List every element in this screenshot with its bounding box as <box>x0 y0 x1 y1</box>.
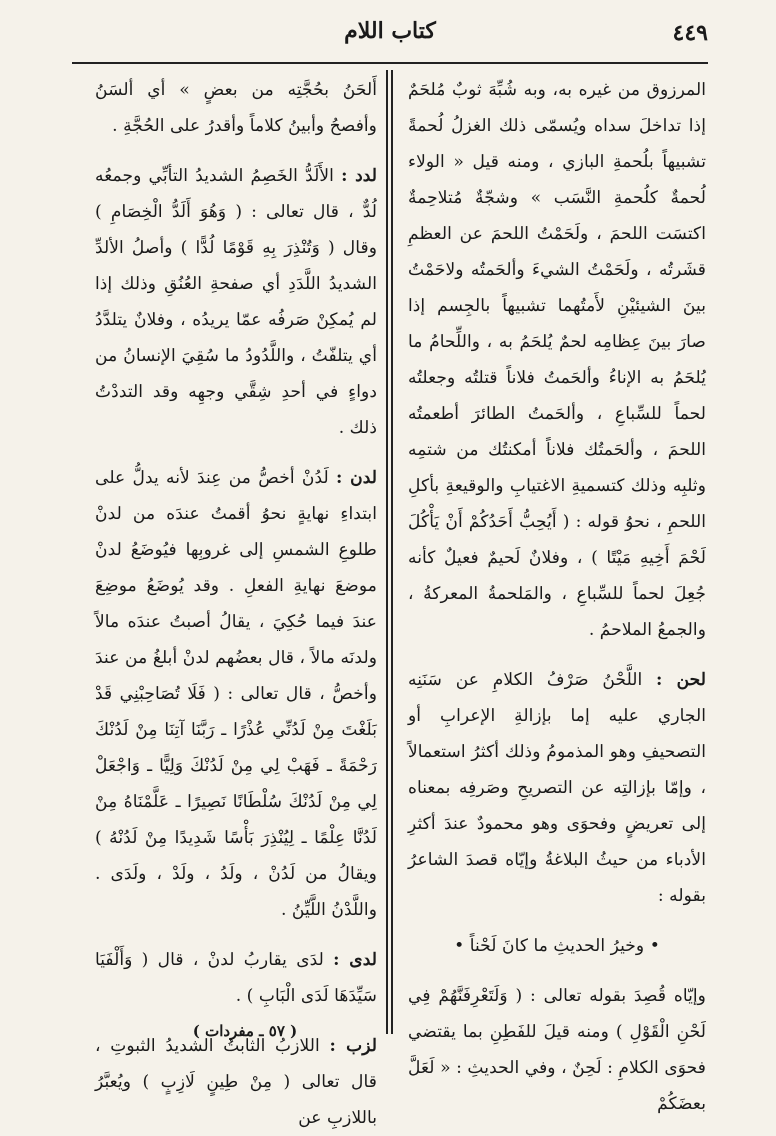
entry-ldn: لدن : لَدُنْ أخصُّ من عِندَ لأنه يدلُّ على ابتداءِ نهايةٍ نحوُ أقمتُ عندَه من لدنْ طلوعِ الشمسِ إلى غروبِها فيُوضَعُ لدنْ موضعَ نهايةِ الفعلِ . وقد يُوضَعُ موضِعَ عندَ فيما حُكِيَ ، يقالُ أصبتُ عندَه مالاً ولدنَه مالاً ، قال بعضُهم لدنْ أبلغُ من عندَ وأخصُّ ، قال تعالى : ( فَلَا تُصَاحِبْنِي قَدْ بَلَغْتَ مِنْ لَدُنِّي عُذْرًا ـ رَبَّنَا آتِنَا مِنْ لَدُنْكَ رَحْمَةً ـ فَهَبْ لِي مِنْ لَدُنْكَ وَلِيًّا ـ وَاجْعَلْ لِي مِنْ لَدُنْكَ سُلْطَانًا نَصِيرًا ـ عَلَّمْنَاهُ مِنْ لَدُنَّا عِلْمًا ـ لِيُنْذِرَ بَأْسًا شَدِيدًا مِنْ لَدُنْهُ ) ويقالُ من لَدُنْ ، ولَدُ ، ولَدْ ، ولَدَى . واللَّدْنُ اللَّيِّنُ . <box>95 468 377 920</box>
entry-lda: لدى : لدَى يقاربُ لدنْ ، قال ( وَأَلْفَيَا سَيِّدَهَا لَدَى الْبَابِ ) . <box>95 950 377 1006</box>
column-divider <box>391 70 393 1034</box>
entry-lhn-continued: وإيّاه قُصِدَ بقوله تعالى : ( وَلَتَعْرِفَنَّهُمْ فِي لَحْنِ الْقَوْلِ ) ومنه قيلَ للفَطِنِ بما يقتضي فحوَى الكلامِ : لَحِنٌ ، وفي الحديثِ : « لَعَلَّ بعضَكُمْ <box>408 986 706 1114</box>
right-column <box>408 72 706 1114</box>
section-title: كتاب اللام <box>344 18 436 44</box>
headword: لحن : <box>656 670 706 690</box>
headword: لدن : <box>336 468 377 488</box>
left-column <box>95 72 377 1128</box>
entry-lhm-continuation: المرزوق من غيره به، وبه شُبِّهَ ثوبٌ مُلحَمٌ إذا تداخلَ سداه ويُسمّى ذلك الغزلُ لُحمةً تشبيهاً بلُحمةِ البازي ، ومنه قيل « الولاء لُحمةٌ كلُحمةِ النَّسَب » وشجّةٌ مُتلاحِمةٌ اكتسَت اللحمَ ، ولَحَمْتُ اللحمَ عن العظمِ قشَرتُه ، ولَحَمْتُ الشيءَ وألحَمتُه ولاحَمْتُ بينَ الشيئيْنِ لأَمتُهما تشبيهاً بالجِسم إذا صارَ بينَ عِظامِه لحمٌ يُلحَمُ به ، واللِّحامُ ما يُلحَمُ به الإناءُ وألحَمتُ فلاناً قتلتُه وجعلتُه لحماً للسِّباعِ ، وألحَمتُ الطائرَ أطعمتُه اللحمَ ، وألحَمتُك فلاناً أمكنتُك من شتمِه وثلبِه وذلك كتسميةِ الاغتيابِ والوقيعةِ بأكلِ اللحمِ ، نحوُ قوله : ( أَيُحِبُّ أَحَدُكُمْ أَنْ يَأْكُلَ لَحْمَ أَخِيهِ مَيْتًا ) ، وفلانٌ لَحيمٌ فعيلٌ كأنه جُعِلَ لحماً للسِّباعِ ، والمَلحمةُ المعركةُ ، والجمعُ الملاحمُ . <box>408 80 706 640</box>
headword: لزب : <box>329 1036 377 1056</box>
entry-lhn: لحن : اللَّحْنُ صَرْفُ الكلامِ عن سَنَنِه الجاري عليه إما بإزالةِ الإعرابِ أو التصحيفِ وهو المذمومُ وذلك أكثرُ استعمالاً ، وإمّا بإزالتِه عن التصريحِ وصَرفِه بمعناه إلى تعريضٍ وفحوَى وهو محمودٌ عندَ أكثرِ الأدباء من حيثُ البلاغةُ وإيّاه قصدَ الشاعرُ بقوله : <box>408 670 706 906</box>
headword: لدى : <box>333 950 377 970</box>
column-divider <box>386 70 388 1034</box>
page-number: ٤٤٩ <box>672 20 708 46</box>
verse-quote: • وخيرُ الحديثِ ما كانَ لَحْناً • <box>454 936 660 956</box>
header-rule <box>72 62 708 64</box>
entry-lhn-end: أَلحَنُ بحُجَّتِه من بعضٍ » أي ألسَنُ وأفصحُ وأبينُ كلاماً وأقدرُ على الحُجَّةِ . <box>95 80 377 136</box>
headword: لدد : <box>341 166 377 186</box>
page-header <box>72 14 708 56</box>
footer-signature: ( ٥٧ ـ مفردات ) <box>192 1022 298 1040</box>
entry-ldd: لدد : الأَلَدُّ الخَصِمُ الشديدُ التأبِّي وجمعُه لُدٌّ ، قال تعالى : ( وَهُوَ أَلَدُّ الْخِصَامِ ) وقال ( وَتُنْذِرَ بِهِ قَوْمًا لُدًّا ) وأصلُ الألدِّ الشديدُ اللَّدَدِ أي صفحةِ العُنُقِ وذلك إذا لم يُمكِنْ صَرفُه عمّا يريدُه ، وفلانٌ يتلدَّدُ أي يتلفّتُ ، واللَّدُودُ ما سُقِيَ الإنسانُ من دواءٍ في أحدِ شِقَّي وجهِه وقد التددْتُ ذلك . <box>95 166 377 438</box>
entry-lzb: لزب : اللازبُ الثابتُ الشديدُ الثبوتِ ، قال تعالى ( مِنْ طِينٍ لَازِبٍ ) ويُعبَّرُ باللازبِ عن <box>95 1036 377 1128</box>
